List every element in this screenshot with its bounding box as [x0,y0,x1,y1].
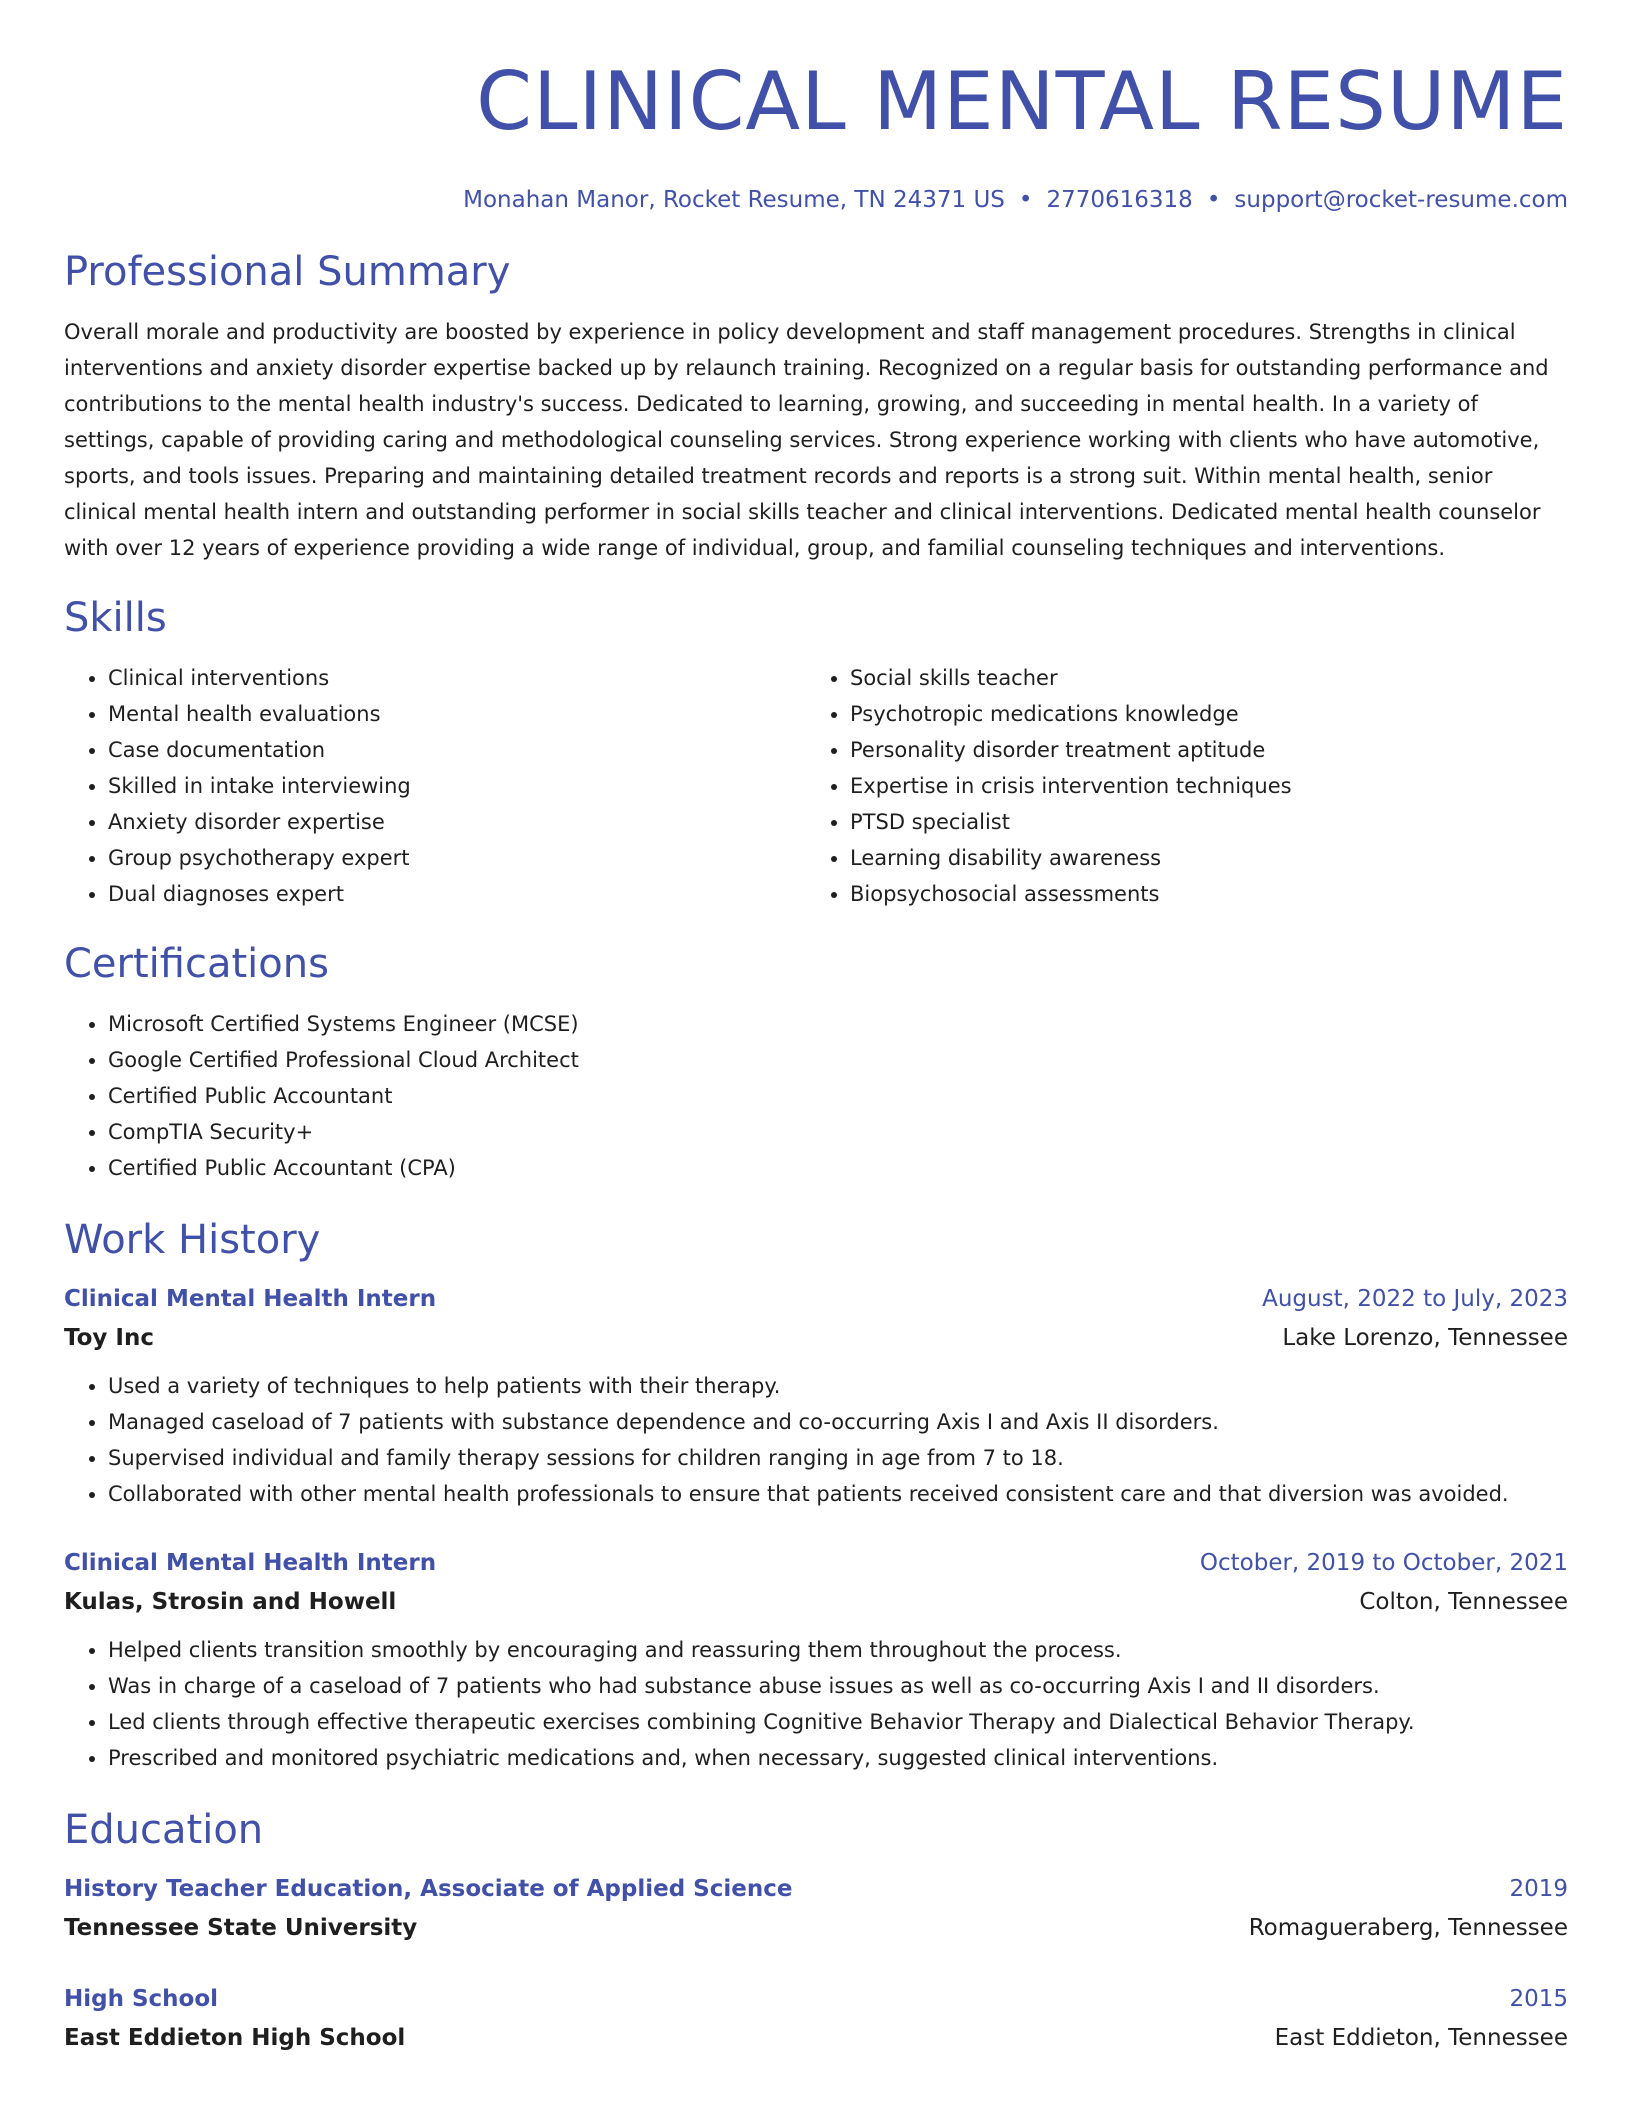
job-title: Clinical Mental Health Intern [64,1550,437,1576]
summary-section [64,244,1568,566]
job-company: Toy Inc [64,1325,155,1351]
contact-email[interactable]: support@rocket-resume.com [1234,187,1568,213]
job-bullet: • Led clients through effective therapeutic exercises combining Cognitive Behavior Therapy and Dialectical Behavior Therapy. [108,1704,1568,1740]
job-dates: August, 2022 to July, 2023 [1262,1286,1568,1312]
skill-item: • Group psychotherapy expert [108,840,806,876]
skill-item: • Expertise in crisis intervention techniques [850,768,1548,804]
job-bullet: • Was in charge of a caseload of 7 patients who had substance abuse issues as well as co-occurring Axis I and II disorders. [108,1668,1568,1704]
skill-item: • Social skills teacher [850,660,1548,696]
work-history-heading: Work History [64,1217,321,1263]
job-bullet: • Used a variety of techniques to help patients with their therapy. [108,1368,1568,1404]
work-history-section [64,1212,1568,1776]
job-bullet: • Prescribed and monitored psychiatric medications and, when necessary, suggested clinical interventions. [108,1740,1568,1776]
job-bullet: • Collaborated with other mental health professionals to ensure that patients received consistent care and that diversion was avoided. [108,1476,1568,1512]
contact-separator: • [1018,187,1033,213]
education-entry [64,1870,1568,1948]
education-degree: High School [64,1986,219,2012]
contact-separator: • [1206,187,1221,213]
summary-heading: Professional Summary [64,249,511,295]
skills-columns [64,660,1568,912]
job-title: Clinical Mental Health Intern [64,1286,437,1312]
job-dates: October, 2019 to October, 2021 [1199,1550,1568,1576]
certification-item: • Certified Public Accountant [108,1078,1568,1114]
skill-item: • Case documentation [108,732,806,768]
skill-item: • Mental health evaluations [108,696,806,732]
skill-item: • Learning disability awareness [850,840,1548,876]
skill-item: • Dual diagnoses expert [108,876,806,912]
skill-item: • Anxiety disorder expertise [108,804,806,840]
education-section [64,1802,1568,2058]
skills-column-left [64,660,806,912]
contact-line [64,182,1568,218]
education-location: East Eddieton, Tennessee [1274,2025,1568,2051]
education-year: 2019 [1509,1876,1568,1902]
contact-phone[interactable]: 2770616318 [1046,187,1193,213]
job-bullet: • Helped clients transition smoothly by encouraging and reassuring them throughout the process. [108,1632,1568,1668]
certification-item: • Certified Public Accountant (CPA) [108,1150,1568,1186]
skills-column-right [806,660,1548,912]
skill-item: • Biopsychosocial assessments [850,876,1548,912]
job-entry [64,1544,1568,1776]
skills-section [64,590,1568,912]
certifications-heading: Certifications [64,941,329,987]
job-bullet: • Supervised individual and family therapy sessions for children ranging in age from 7 to 18. [108,1440,1568,1476]
job-location: Colton, Tennessee [1359,1589,1568,1615]
contact-address: Monahan Manor, Rocket Resume, TN 24371 US [463,187,1005,213]
certification-item: • CompTIA Security+ [108,1114,1568,1150]
certification-item: • Google Certified Professional Cloud Architect [108,1042,1568,1078]
job-location: Lake Lorenzo, Tennessee [1282,1325,1568,1351]
education-entry [64,1980,1568,2058]
skill-item: • Clinical interventions [108,660,806,696]
skill-item: • Psychotropic medications knowledge [850,696,1548,732]
resume-title: CLINICAL MENTAL RESUME [476,55,1568,148]
education-school: East Eddieton High School [64,2025,406,2051]
job-company: Kulas, Strosin and Howell [64,1589,397,1615]
certifications-section [64,936,1568,1186]
education-school: Tennessee State University [64,1915,418,1941]
education-location: Romagueraberg, Tennessee [1248,1915,1568,1941]
education-heading: Education [64,1807,264,1853]
job-entry [64,1280,1568,1512]
skill-item: • PTSD specialist [850,804,1548,840]
skills-heading: Skills [64,595,167,641]
job-bullet: • Managed caseload of 7 patients with substance dependence and co-occurring Axis I and Axis II disorders. [108,1404,1568,1440]
summary-text: Overall morale and productivity are boosted by experience in policy development and staff management procedures. Strengths in clinical interventions and anxiety disorder expertise backed up by relaunch training. Recognized on a regular basis for outstanding performance and contributions to the mental health industry's success. Dedicated to learning, growing, and succeeding in mental health. In a variety of settings, capable of providing caring and methodological counseling services. Strong experience working with clients who have automotive, sports, and tools issues. Preparing and maintaining detailed treatment records and reports is a strong suit. Within mental health, senior clinical mental health intern and outstanding performer in social skills teacher and clinical interventions. Dedicated mental health counselor with over 12 years of experience providing a wide range of individual, group, and familial counseling techniques and interventions. [64,320,1549,560]
education-year: 2015 [1509,1986,1568,2012]
certification-item: • Microsoft Certified Systems Engineer (MCSE) [108,1006,1568,1042]
skill-item: • Personality disorder treatment aptitude [850,732,1548,768]
education-degree: History Teacher Education, Associate of Applied Science [64,1876,793,1902]
skill-item: • Skilled in intake interviewing [108,768,806,804]
